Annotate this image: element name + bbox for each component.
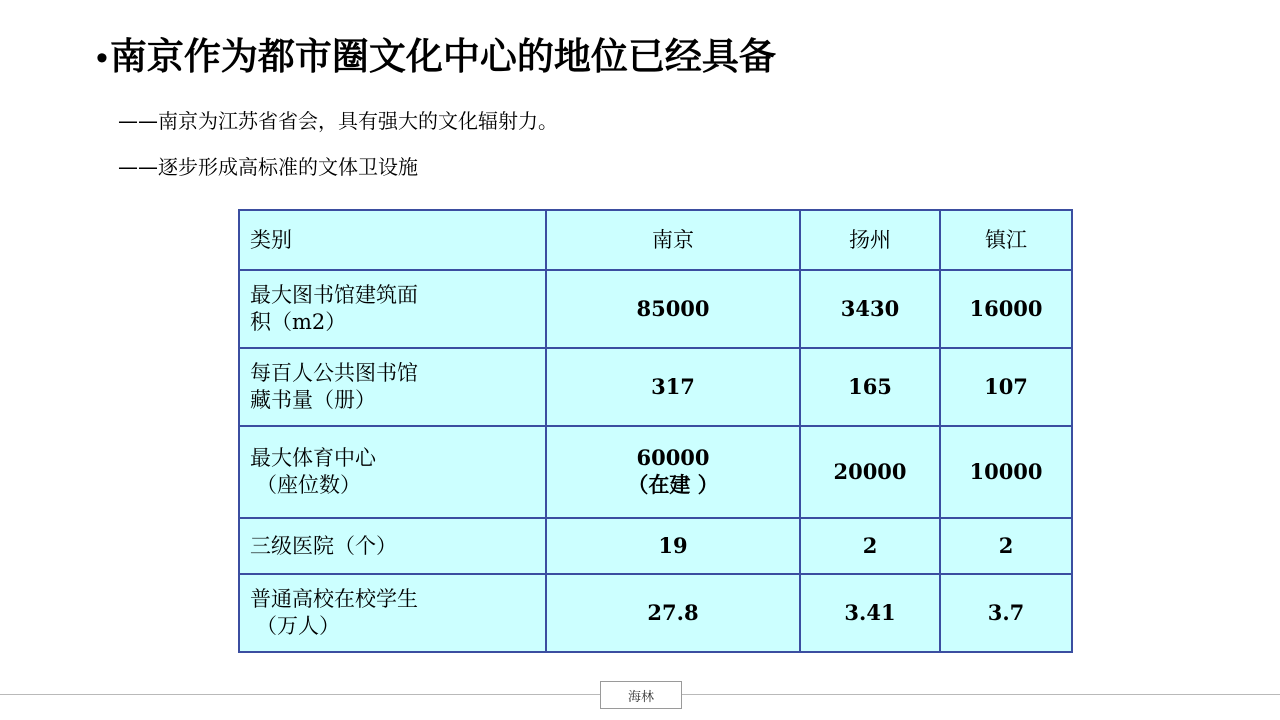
row-label-line-2: 积（m2）: [250, 310, 347, 334]
cell-nanjing-note: （在建 ）: [627, 472, 719, 497]
cell-nanjing: [546, 426, 800, 518]
table-header-zhenjiang: 镇江: [940, 210, 1072, 270]
bullet-icon: •: [96, 39, 108, 77]
row-label-line-1: 三级医院（个）: [250, 533, 397, 558]
row-label: [239, 348, 546, 426]
cell-zhenjiang: 2: [940, 518, 1072, 574]
table-header-nanjing: 南京: [546, 210, 800, 270]
subtitle-line-1: ——南京为江苏省省会，具有强大的文化辐射力。: [118, 109, 558, 133]
cell-yangzhou: 20000: [800, 426, 940, 518]
page-title: 南京作为都市圈文化中心的地位已经具备: [109, 35, 776, 78]
comparison-table-wrapper: [238, 209, 1073, 653]
table-row: [239, 426, 1072, 518]
footer-label: 海林: [600, 681, 682, 709]
cell-nanjing: 19: [546, 518, 800, 574]
slide-title-row: [96, 26, 776, 80]
cell-zhenjiang: 16000: [940, 270, 1072, 348]
row-label: [239, 426, 546, 518]
cell-nanjing-value: 60000: [636, 445, 710, 471]
cell-nanjing-value: 85000: [636, 295, 710, 321]
table-header-category: 类别: [239, 210, 546, 270]
table-header-yangzhou: 扬州: [800, 210, 940, 270]
table-row: [239, 270, 1072, 348]
row-label: [239, 270, 546, 348]
row-label: [239, 518, 546, 574]
cell-nanjing: [546, 348, 800, 426]
row-label-line-1: 最大体育中心: [250, 446, 376, 471]
table-header-row: [239, 210, 1072, 270]
cell-yangzhou: 2: [800, 518, 940, 574]
cell-nanjing: [546, 574, 800, 652]
table-row: [239, 348, 1072, 426]
row-label: [239, 574, 546, 652]
comparison-table: [238, 209, 1073, 653]
row-label-line-1: 普通高校在校学生: [250, 587, 418, 612]
row-label-line-1: 最大图书馆建筑面: [250, 283, 418, 308]
table-row: [239, 574, 1072, 652]
cell-yangzhou: 165: [800, 348, 940, 426]
row-label-line-2: （座位数）: [256, 473, 361, 497]
row-label-line-1: 每百人公共图书馆: [250, 361, 418, 386]
row-label-line-2: （万人）: [256, 614, 340, 638]
cell-zhenjiang: 107: [940, 348, 1072, 426]
cell-nanjing-value: 317: [651, 373, 695, 399]
cell-nanjing: [546, 270, 800, 348]
row-label-line-2: 藏书量（册）: [250, 388, 376, 412]
cell-nanjing-value: 27.8: [647, 599, 699, 625]
cell-zhenjiang: 10000: [940, 426, 1072, 518]
cell-yangzhou: 3.41: [800, 574, 940, 652]
cell-zhenjiang: 3.7: [940, 574, 1072, 652]
cell-yangzhou: 3430: [800, 270, 940, 348]
subtitle-line-2: ——逐步形成高标准的文体卫设施: [118, 155, 418, 179]
table-row: [239, 518, 1072, 574]
